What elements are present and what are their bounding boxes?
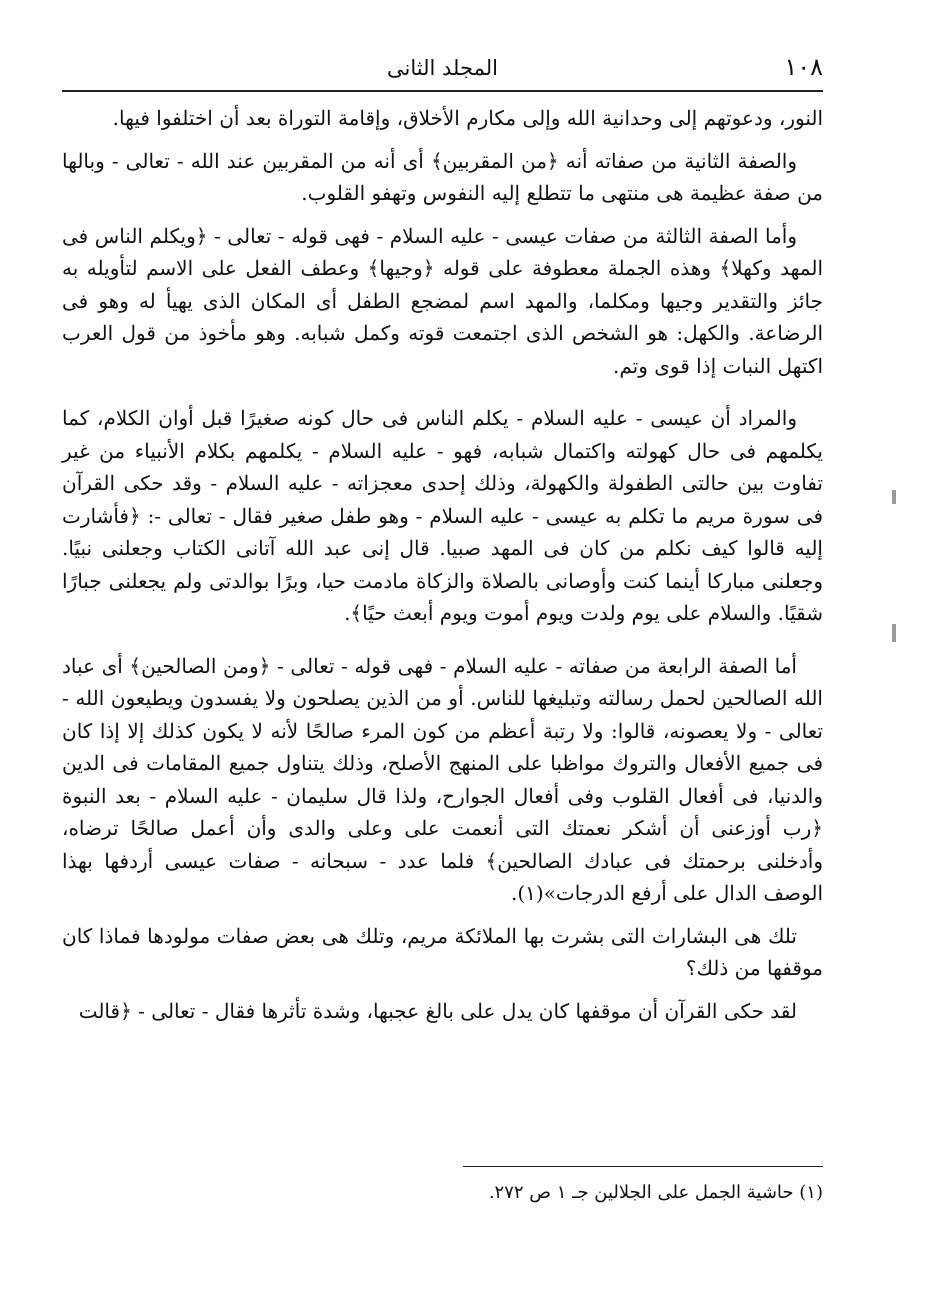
footnote-rule xyxy=(463,1166,823,1167)
margin-mark xyxy=(892,490,896,504)
footnote: (١) حاشية الجمل على الجلالين جـ ١ ص ٢٧٢. xyxy=(488,1182,823,1203)
page-number: ١٠٨ xyxy=(784,53,823,81)
margin-mark xyxy=(892,624,896,642)
body-text xyxy=(62,102,823,1037)
paragraph: تلك هى البشارات التى بشرت بها الملائكة مريم، وتلك هى بعض صفات مولودها فماذا كان موقفها من ذلك؟ xyxy=(62,923,823,980)
paragraph: لقد حكى القرآن أن موقفها كان يدل على بالغ عجبها، وشدة تأثرها فقال - تعالى - ﴿قالت xyxy=(78,998,797,1023)
paragraph: النور، ودعوتهم إلى وحدانية الله وإلى مكارم الأخلاق، وإقامة التوراة بعد أن اختلفوا فيها. xyxy=(112,106,823,130)
header-rule xyxy=(62,90,823,92)
paragraph: والصفة الثانية من صفاته أنه ﴿من المقربين﴾ أى أنه من المقربين عند الله - تعالى - وبالها من صفة عظيمة هى منتهى ما تتطلع إليه النفوس وتهفو القلوب. xyxy=(62,148,823,205)
paragraph: أما الصفة الرابعة من صفاته - عليه السلام - فهى قوله - تعالى - ﴿ومن الصالحين﴾ أى عباد الله الصالحين لحمل رسالته وتبليغها للناس. أو من الذين يصلحون ولا يفسدون ويطيعون الله - تعالى - ولا يعصونه، قالوا: ولا رتبة أعظم من كون المرء صالحًا لأنه لا يكون كذلك إلا إذا كان فى جميع الأفعال والتروك مواظبا على المنهج الأصلح، وذلك يتناول جميع المقامات فى الدين والدنيا، فى أفعال القلوب وفى أفعال الجوارح، ولذا قال سليمان - عليه السلام - بعد النبوة ﴿رب أوزعنى أن أشكر نعمتك التى أنعمت على وعلى والدى وأن أعمل صالحًا ترضاه، وأدخلنى برحمتك فى عبادك الصالحين﴾ فلما عدد - سبحانه - صفات عيسى أردفها بهذا الوصف الدال على أرفع الدرجات»(١). xyxy=(62,653,824,905)
paragraph: والمراد أن عيسى - عليه السلام - يكلم الناس فى حال كونه صغيرًا قبل أوان الكلام، كما يكلمهم فى حال كهولته واكتمال شبابه، فهو - عليه السلام - يكلمهم بكلام الأنبياء من غير تفاوت بين حالتى الطفولة والكهولة، وذلك إحدى معجزاته - عليه السلام - وقد حكى القرآن فى سورة مريم ما تكلم به عيسى - عليه السلام - وهو طفل صغير فقال - تعالى -: ﴿فأشارت إليه قالوا كيف نكلم من كان فى المهد صبيا. قال إنى عبد الله آتانى الكتاب وجعلنى نبيًا. وجعلنى مباركا أينما كنت وأوصانى بالصلاة والزكاة مادمت حيا، وبرًا بوالدتى ولم يجعلنى جبارًا شقيًا. والسلام على يوم ولدت ويوم أموت ويوم أبعث حيًا﴾. xyxy=(62,406,824,625)
paragraph: وأما الصفة الثالثة من صفات عيسى - عليه السلام - فهى قوله - تعالى - ﴿ويكلم الناس فى المهد وكهلا﴾ وهذه الجملة معطوفة على قوله ﴿وجيها﴾ وعطف الفعل على الاسم لتأويله به جائز والتقدير وجيها ومكلما، والمهد اسم لمضجع الطفل أى المكان الذى يهيأ له وهو فى الرضاعة. والكهل: هو الشخص الذى اجتمعت قوته وكمل شبابه. وهو مأخوذ من قول العرب اكتهل النبات إذا قوى وتم. xyxy=(62,223,823,378)
running-title: المجلد الثانى xyxy=(387,56,498,80)
page-header xyxy=(62,52,823,86)
